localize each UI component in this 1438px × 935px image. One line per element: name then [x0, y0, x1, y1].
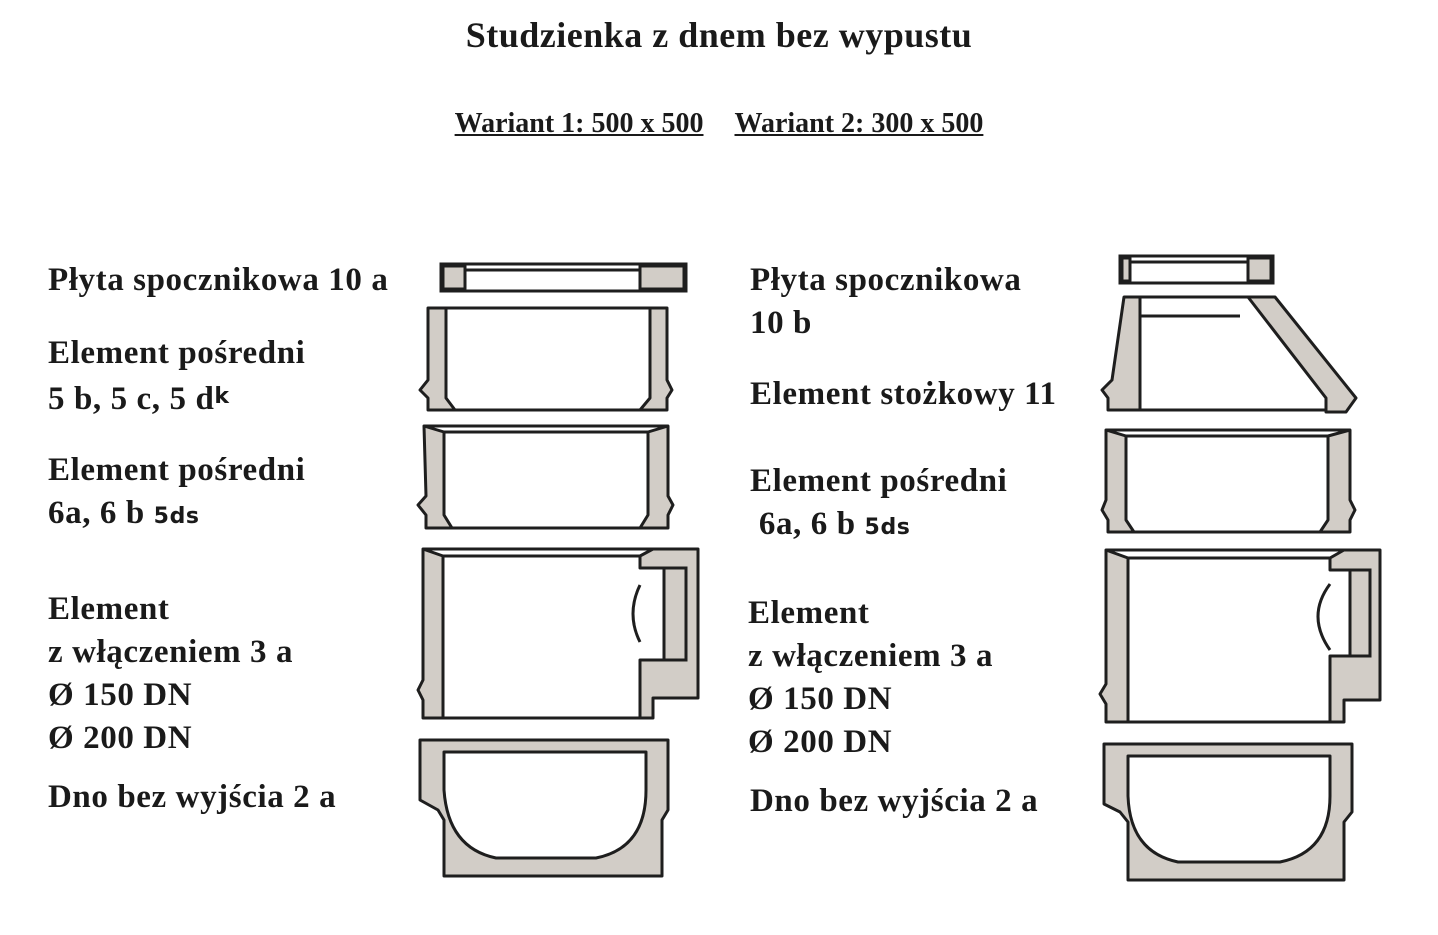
- left-element-6a-shape: [418, 426, 673, 528]
- right-stozkowy-label: Element stożkowy 11: [750, 376, 1057, 412]
- left-posredni2-line2: 6a, 6 b: [48, 495, 145, 531]
- left-plyta-label: Płyta spocznikowa 10 a: [48, 262, 389, 298]
- right-dno-label: Dno bez wyjścia 2 a: [750, 783, 1039, 819]
- left-plate-10a-shape: [441, 264, 686, 291]
- right-plyta-line2: 10 b: [750, 305, 813, 341]
- left-wlaczenie-line2: z włączeniem 3 a: [48, 634, 294, 670]
- left-wlaczenie-line1: Element: [48, 591, 170, 627]
- left-element-5b-shape: [420, 308, 672, 410]
- right-bottom-2a-shape: [1104, 744, 1352, 880]
- left-bottom-2a-shape: [420, 740, 668, 876]
- variant-1-label: Wariant 1: 500 x 500: [454, 108, 704, 139]
- right-cone-11-shape: [1102, 297, 1356, 412]
- right-plyta-line1: Płyta spocznikowa: [750, 262, 1022, 298]
- right-wlaczenie-line1: Element: [748, 595, 870, 631]
- right-wlaczenie-line3: Ø 150 DN: [748, 681, 893, 717]
- variant-2-label: Wariant 2: 300 x 500: [734, 108, 984, 139]
- left-posredni1-line1: Element pośredni: [48, 335, 306, 371]
- right-posredni-line1: Element pośredni: [750, 463, 1008, 499]
- left-posredni1-line2: 5 b, 5 c, 5 d: [48, 381, 215, 417]
- left-wlaczenie-line3: Ø 150 DN: [48, 677, 193, 713]
- right-wlaczenie-line4: Ø 200 DN: [748, 724, 893, 760]
- right-wlaczenie-line2: z włączeniem 3 a: [748, 638, 994, 674]
- left-wlaczenie-line4: Ø 200 DN: [48, 720, 193, 756]
- left-posredni1-sup: k: [214, 384, 230, 409]
- left-element-3a-shape: [418, 549, 698, 718]
- left-posredni2-sub: 5ds: [153, 504, 200, 529]
- left-posredni2-line1: Element pośredni: [48, 452, 306, 488]
- left-dno-label: Dno bez wyjścia 2 a: [48, 779, 337, 815]
- right-element-6a-shape: [1102, 430, 1355, 532]
- right-posredni-line2: 6a, 6 b: [758, 506, 856, 542]
- page-title: Studzienka z dnem bez wypustu: [465, 15, 973, 55]
- right-element-3a-shape: [1100, 550, 1380, 722]
- right-posredni-sub: 5ds: [864, 515, 911, 540]
- right-plate-10b-shape: [1120, 256, 1273, 283]
